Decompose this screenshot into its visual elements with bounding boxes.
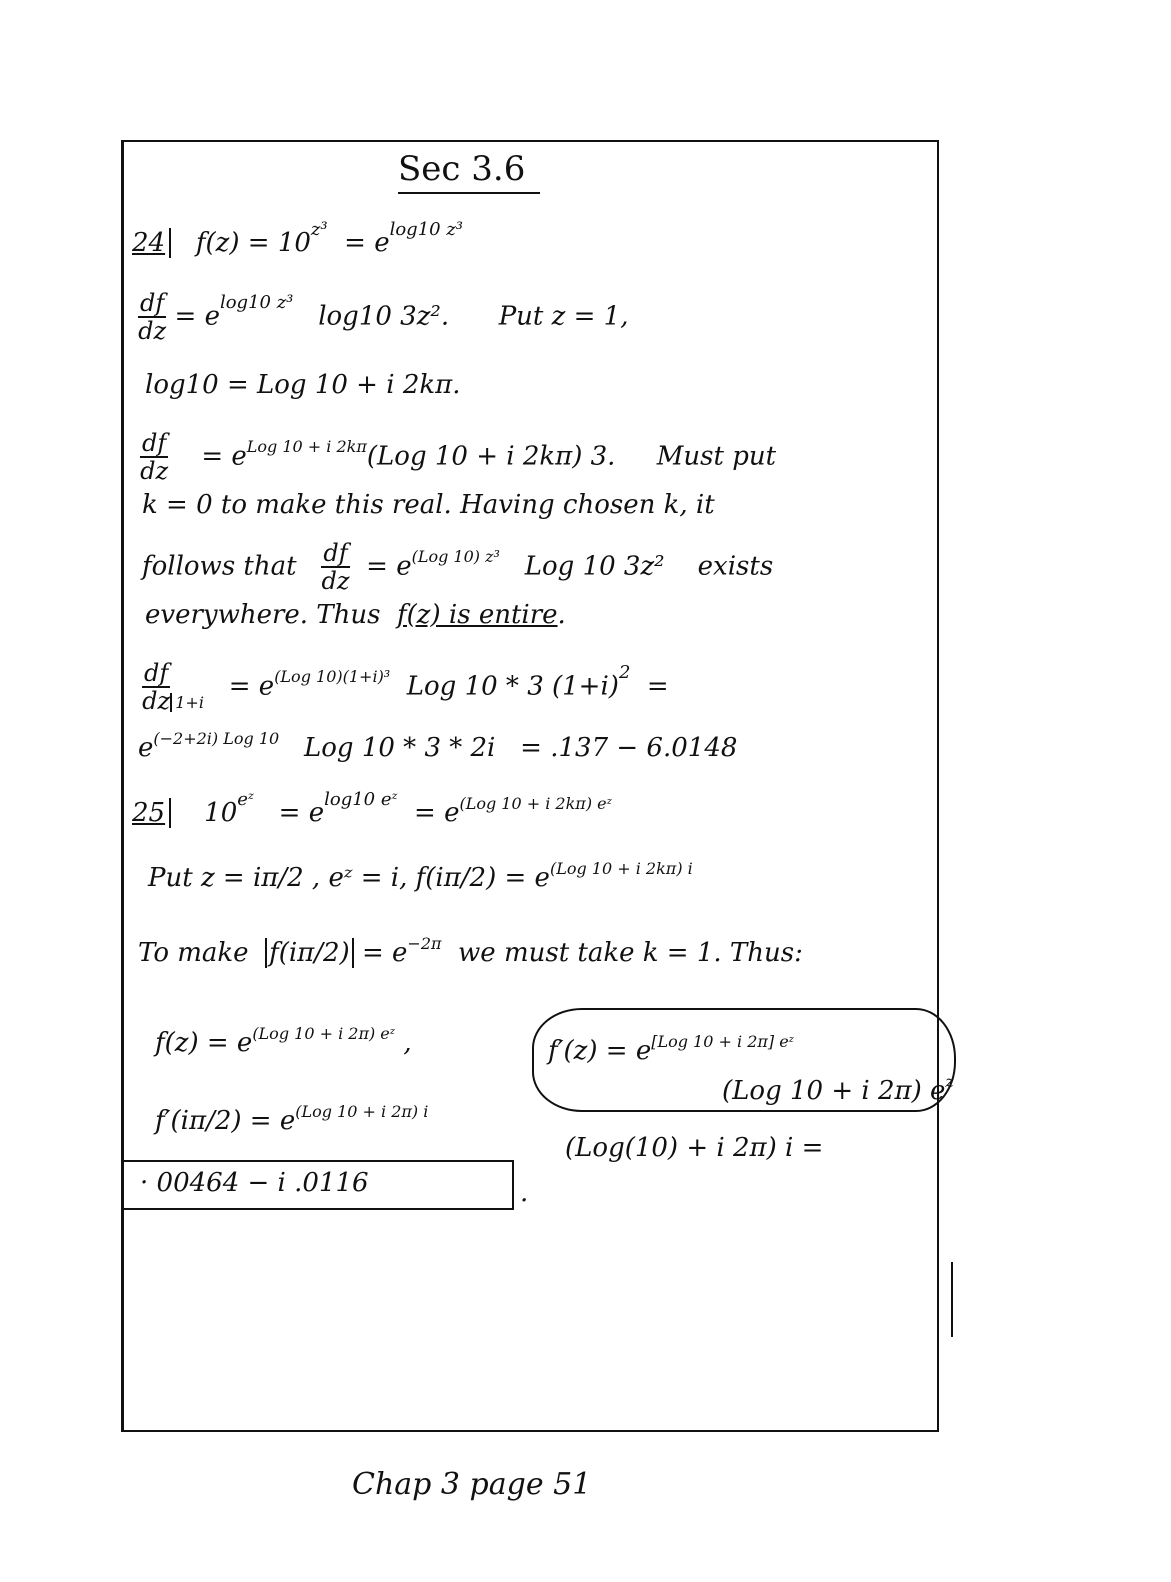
problem-number-25: 25 [132, 798, 171, 828]
derivative-fraction: $\frac{df}{dz}$ [140, 429, 169, 486]
title-underline [398, 192, 540, 194]
problem-24-line-5: k = 0 to make this real. Having chosen k, it [142, 490, 715, 520]
problem-25-line-4: $f(z) = e^{(Log 10 + i 2\pi) eᶻ}$ , [155, 1024, 412, 1058]
modulus-expression: f(iπ/2) [265, 938, 354, 968]
derivative-fraction: $\frac{df}{dz}$ [142, 659, 171, 716]
derivative-fraction: $\frac{df}{dz}$ [138, 289, 167, 346]
final-answer-period: . [520, 1178, 529, 1208]
problem-25-line-2: Put z = iπ/2 , eᶻ = i, $f(i\pi/2) = e^{(Log 10 + i 2k\pi) i}$ [148, 859, 693, 893]
problem-number-24: 24 [132, 228, 171, 258]
problem-25-line-5: $f'(i\pi/2) = e^{(Log 10 + i 2\pi) i}$ [155, 1102, 429, 1136]
final-answer: · 00464 − i .0116 [140, 1168, 369, 1198]
problem-24-line-6: follows that $\frac{df}{dz}$ = $e^{(Log 10) z^3}$ Log 10 3z² exists [142, 539, 774, 596]
derivative-formula: $f'(z) = e^{[Log 10 + i 2\pi] eᶻ}$ [548, 1032, 794, 1066]
problem-24-line-1: 24 $f(z) = 10^{z^3} = e^{log10 z^3}$ [132, 219, 464, 258]
section-title: Sec 3.6 [398, 149, 526, 189]
derivative-factor: (Log 10 + i 2π) $e^z$ [722, 1072, 954, 1106]
page-footer: Chap 3 page 51 [352, 1467, 592, 1502]
problem-24-line-7: everywhere. Thus f(z) is entire. [145, 600, 566, 630]
problem-24-line-4: $\frac{df}{dz}$ = $e^{Log 10 + i 2k\pi}(Log$ 10 + i 2kπ) 3. Must put [140, 429, 777, 486]
entire-conclusion: f(z) is entire [397, 600, 558, 630]
problem-25-line-3: To make $f(i\pi/2) = e^{-2\pi}$ we must take k = 1. Thus: [138, 934, 803, 968]
problem-24-line-8: $\frac{df}{dz}$ $_{1+i} = e^{(Log 10)(1+i)^3}$ Log 10 * 3 $(1+i)^2$ = [142, 659, 669, 716]
derivative-fraction: $\frac{df}{dz}$ [321, 539, 350, 596]
problem-24-line-3: log10 = Log 10 + i 2kπ. [145, 370, 461, 400]
problem-25-line-1: 25 $10^{eᶻ}$ = $e^{log10 eᶻ} = e^{(Log 10 + i 2k\pi) eᶻ}$ [132, 789, 612, 828]
problem-24-line-9: $e^{(-2+2i) Log 10}$ Log 10 * 3 * 2i = .137 − 6.0148 [138, 729, 738, 763]
problem-25-line-5b: (Log(10) + i 2π) i = [565, 1133, 824, 1163]
problem-24-line-2: $\frac{df}{dz}$ = $e^{log10 z^3}$ log10 3z². Put z = 1, [138, 289, 629, 346]
